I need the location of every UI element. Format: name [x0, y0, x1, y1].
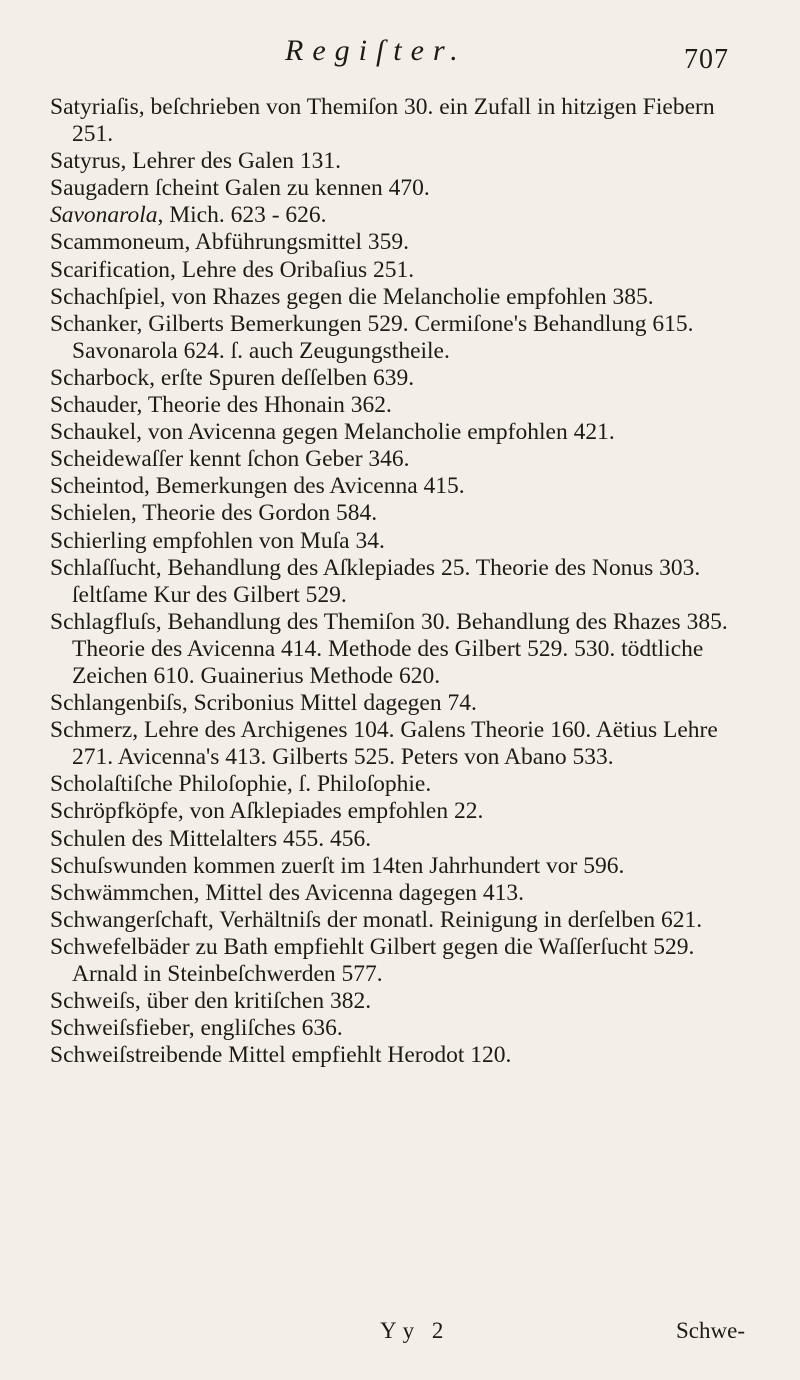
- entry-text: Schanker, Gilberts Bemerkungen 529. Cermiſone's Behandlung 615. Savonarola 624. ſ. auch Zeugungstheile.: [50, 310, 694, 364]
- entry-text: Schauder, Theorie des Hhonain 362.: [50, 392, 392, 419]
- index-entries: [0, 94, 800, 1069]
- entry-lead: Savonarola: [50, 202, 158, 229]
- index-entry: [50, 1015, 750, 1042]
- entry-text: Schröpfköpfe, von Aſklepiades empfohlen 22.: [50, 798, 484, 825]
- entry-text: Scheintod, Bemerkungen des Avicenna 415.: [50, 473, 465, 500]
- printer-signature: Yy 2: [380, 1318, 450, 1343]
- index-entry: [50, 473, 750, 500]
- entry-text: Schuſswunden kommen zuerſt im 14ten Jahrhundert vor 596.: [50, 852, 625, 879]
- index-entry: [50, 94, 750, 148]
- entry-text: Schweiſstreibende Mittel empfiehlt Herodot 120.: [50, 1042, 512, 1069]
- index-entry: [50, 853, 750, 880]
- index-entry: [50, 771, 750, 798]
- entry-text: Schulen des Mittelalters 455. 456.: [50, 825, 372, 852]
- entry-text: Satyriaſis, beſchrieben von Themiſon 30. ein Zufall in hitzigen Fiebern 251.: [50, 94, 715, 148]
- entry-text: Schlangenbiſs, Scribonius Mittel dagegen 74.: [50, 690, 477, 717]
- entry-text: , Mich. 623 - 626.: [157, 202, 327, 229]
- catchword: Schwe-: [676, 1318, 745, 1343]
- page-number: 707: [684, 44, 729, 75]
- entry-text: Schielen, Theorie des Gordon 584.: [50, 500, 378, 527]
- entry-text: Schwefelbäder zu Bath empfiehlt Gilbert gegen die Waſſerſucht 529. Arnald in Steinbeſchwerden 577.: [50, 933, 695, 987]
- index-entry: [50, 257, 750, 284]
- entry-text: Schierling empfohlen von Muſa 34.: [50, 527, 385, 554]
- index-entry: [50, 500, 750, 527]
- entry-text: Schwangerſchaft, Verhältniſs der monatl. Reinigung in derſelben 621.: [50, 906, 703, 933]
- index-entry: [50, 202, 750, 229]
- index-entry: [50, 392, 750, 419]
- entry-text: Schweiſsfieber, engliſches 636.: [50, 1015, 343, 1042]
- index-entry: [50, 446, 750, 473]
- page-header: [0, 34, 800, 84]
- entry-text: Scheidewaſſer kennt ſchon Geber 346.: [50, 446, 410, 473]
- entry-text: Schlaſſucht, Behandlung des Aſklepiades 25. Theorie des Nonus 303. ſeltſame Kur des Gilbert 529.: [50, 554, 701, 608]
- index-entry: [50, 907, 750, 934]
- index-entry: [50, 880, 750, 907]
- index-entry: [50, 717, 750, 771]
- index-entry: [50, 609, 750, 690]
- entry-text: Schwämmchen, Mittel des Avicenna dagegen 413.: [50, 879, 525, 906]
- entry-text: Scharbock, erſte Spuren deſſelben 639.: [50, 364, 415, 391]
- page-footer: [0, 1318, 800, 1358]
- index-entry: [50, 365, 750, 392]
- entry-text: Scarification, Lehre des Oribaſius 251.: [50, 256, 415, 283]
- index-entry: [50, 229, 750, 256]
- index-entry: [50, 175, 750, 202]
- index-entry: [50, 284, 750, 311]
- index-entry: [50, 148, 750, 175]
- index-entry: [50, 1042, 750, 1069]
- index-entry: [50, 555, 750, 609]
- index-entry: [50, 988, 750, 1015]
- index-entry: [50, 826, 750, 853]
- entry-text: Schachſpiel, von Rhazes gegen die Melancholie empfohlen 385.: [50, 283, 654, 310]
- index-entry: [50, 419, 750, 446]
- index-entry: [50, 311, 750, 365]
- running-title: Regiſter.: [285, 34, 467, 67]
- entry-text: Scholaſtiſche Philoſophie, ſ. Philoſophie.: [50, 771, 432, 798]
- entry-text: Saugadern ſcheint Galen zu kennen 470.: [50, 175, 430, 202]
- index-entry: [50, 528, 750, 555]
- index-entry: [50, 798, 750, 825]
- entry-text: Schmerz, Lehre des Archigenes 104. Galens Theorie 160. Aëtius Lehre 271. Avicenna's 413. Gilberts 525. Peters von Abano 533.: [50, 717, 718, 771]
- entry-text: Satyrus, Lehrer des Galen 131.: [50, 148, 342, 175]
- index-entry: [50, 690, 750, 717]
- index-entry: [50, 934, 750, 988]
- entry-text: Schlagfluſs, Behandlung des Themiſon 30. Behandlung des Rhazes 385. Theorie des Avicenna 414. Methode des Gilbert 529. 530. tödtliche Zeichen 610. Guainerius Methode 620.: [50, 608, 728, 689]
- entry-text: Scammoneum, Abführungsmittel 359.: [50, 229, 409, 256]
- entry-text: Schweiſs, über den kritiſchen 382.: [50, 988, 372, 1015]
- entry-text: Schaukel, von Avicenna gegen Melancholie empfohlen 421.: [50, 419, 615, 446]
